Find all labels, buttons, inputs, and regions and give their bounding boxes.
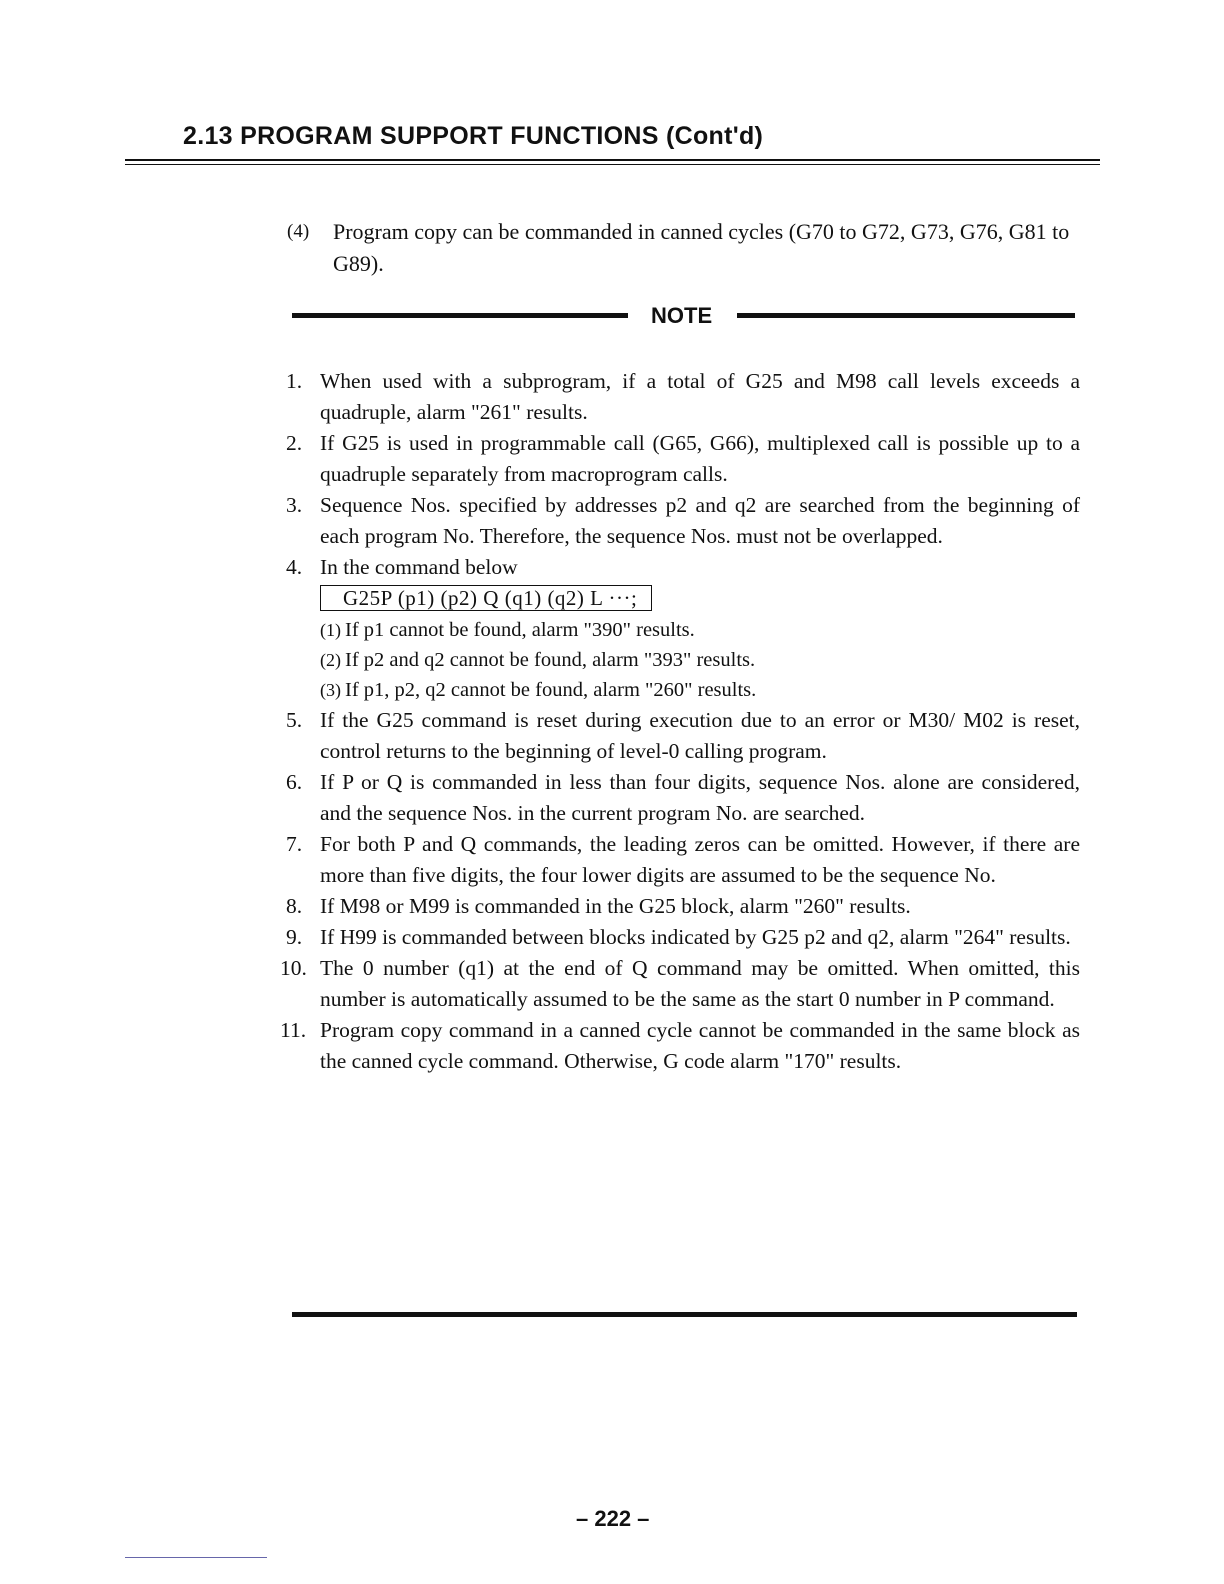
- intro-text: Program copy can be commanded in canned cycles (G70 to G72, G73, G76, G81 to G89).: [333, 219, 1070, 276]
- note-number: 3.: [286, 493, 303, 517]
- note-rule-left: [292, 313, 628, 318]
- sub-item-text: If p1 cannot be found, alarm "390" results.: [345, 619, 695, 641]
- note-text: If P or Q is commanded in less than four digits, sequence Nos. alone are considered, and the sequence Nos. in the current program No. are searched.: [320, 770, 1080, 825]
- note-number: 2.: [286, 431, 303, 455]
- page-title: 2.13 PROGRAM SUPPORT FUNCTIONS (Cont'd): [183, 122, 764, 150]
- note-number: 9.: [286, 925, 303, 949]
- note-text: When used with a subprogram, if a total of G25 and M98 call levels exceeds a quadruple, alarm "261" results.: [320, 369, 1080, 424]
- corner-line: [125, 1557, 267, 1558]
- intro-number: (4): [287, 221, 310, 242]
- note-text: If H99 is commanded between blocks indicated by G25 p2 and q2, alarm "264" results.: [320, 925, 1071, 949]
- sub-item-number: (1): [320, 620, 341, 640]
- note-end-rule: [292, 1312, 1077, 1317]
- note-item: [280, 1015, 1080, 1077]
- note-number: 5.: [286, 708, 303, 732]
- note-number: 1.: [286, 369, 303, 393]
- sub-item: [320, 675, 1080, 705]
- note-text: Sequence Nos. specified by addresses p2 and q2 are searched from the beginning of each program No. Therefore, the sequence Nos. must not be overlapped.: [320, 493, 1080, 548]
- note-number: 4.: [286, 555, 303, 579]
- note-text: In the command below: [320, 555, 518, 579]
- note-item: [280, 552, 1080, 705]
- header-rule-top: [125, 159, 1100, 161]
- note-item: [280, 490, 1080, 552]
- note-number: 6.: [286, 770, 303, 794]
- command-box: G25P (p1) (p2) Q (q1) (q2) L ···;: [320, 585, 652, 611]
- note-text: If the G25 command is reset during execution due to an error or M30/ M02 is reset, control returns to the beginning of level-0 calling program.: [320, 708, 1080, 763]
- note-text: For both P and Q commands, the leading zeros can be omitted. However, if there are more than five digits, the four lower digits are assumed to be the sequence No.: [320, 832, 1080, 887]
- note-item: [280, 767, 1080, 829]
- sub-item-text: If p1, p2, q2 cannot be found, alarm "260" results.: [345, 679, 757, 701]
- note-item: [280, 953, 1080, 1015]
- note-item: [280, 891, 1080, 922]
- note-item: [280, 428, 1080, 490]
- note-text: If G25 is used in programmable call (G65, G66), multiplexed call is possible up to a quadruple separately from macroprogram calls.: [320, 431, 1080, 486]
- note-text: The 0 number (q1) at the end of Q command may be omitted. When omitted, this number is automatically assumed to be the same as the start 0 number in P command.: [320, 956, 1080, 1011]
- note-list: [280, 366, 1080, 1077]
- page-number: – 222 –: [576, 1506, 650, 1531]
- note-number: 8.: [286, 894, 303, 918]
- note-number: 10.: [280, 956, 307, 980]
- note-number: 7.: [286, 832, 303, 856]
- note-item: [280, 922, 1080, 953]
- note-number: 11.: [280, 1018, 307, 1042]
- sub-item-number: (3): [320, 680, 341, 700]
- sub-item-text: If p2 and q2 cannot be found, alarm "393" results.: [345, 649, 756, 671]
- sub-item: [320, 645, 1080, 675]
- header-rule-bottom: [125, 164, 1100, 165]
- note-item: [280, 705, 1080, 767]
- note-item: [280, 829, 1080, 891]
- note-text: If M98 or M99 is commanded in the G25 block, alarm "260" results.: [320, 894, 911, 918]
- note-label: NOTE: [651, 303, 713, 328]
- sub-item-number: (2): [320, 650, 341, 670]
- note-rule-right: [737, 313, 1075, 318]
- note-item: [280, 366, 1080, 428]
- note-text: Program copy command in a canned cycle cannot be commanded in the same block as the canned cycle command. Otherwise, G code alarm "170" results.: [320, 1018, 1080, 1073]
- intro-paragraph: [287, 216, 1087, 280]
- sub-item: [320, 615, 1080, 645]
